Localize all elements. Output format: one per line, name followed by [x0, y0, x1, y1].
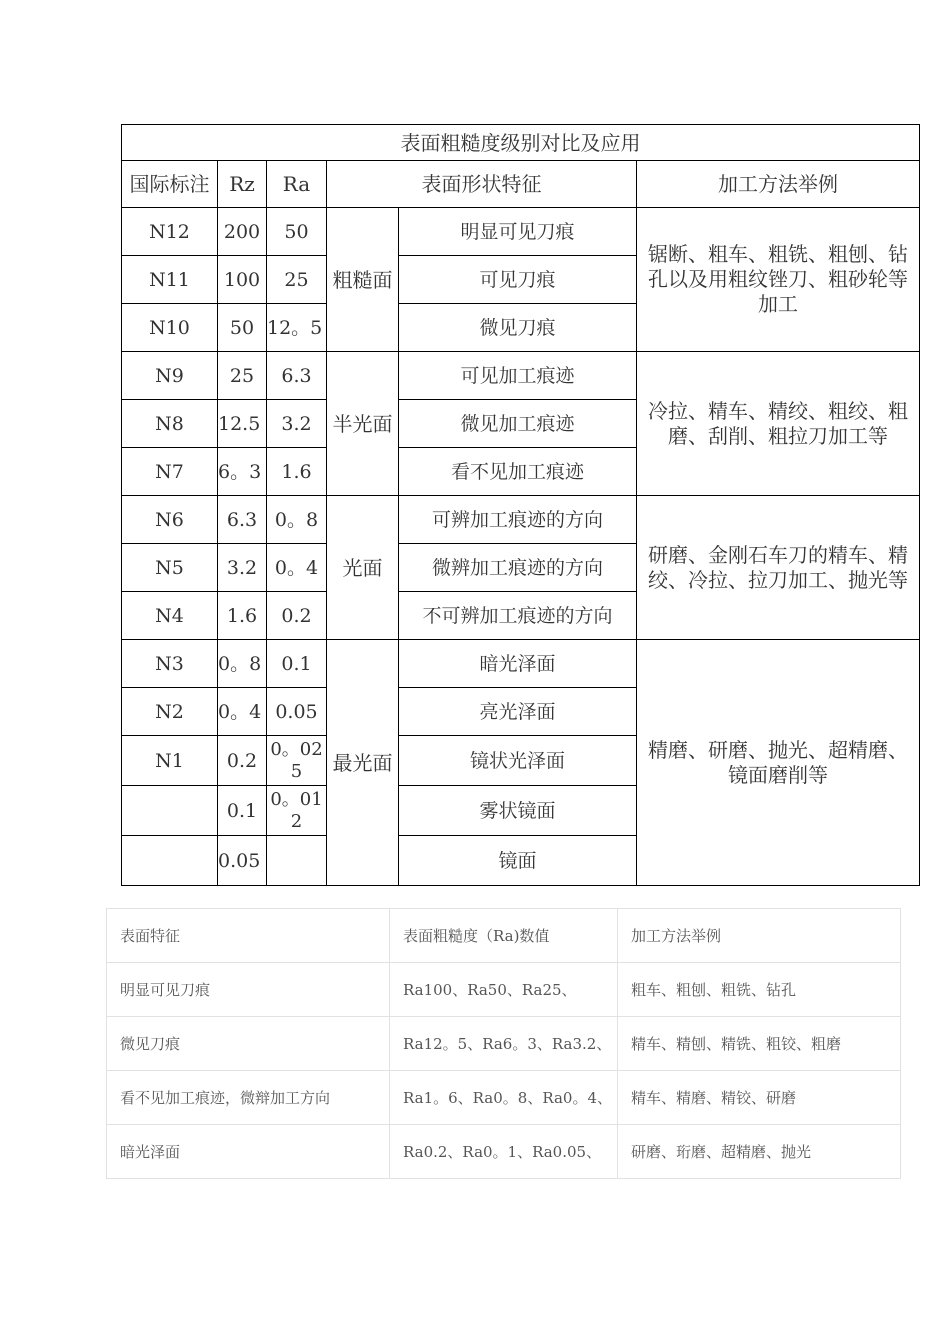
ra-cell: 6.3 — [267, 352, 327, 400]
feature-cell: 微见刀痕 — [399, 304, 637, 352]
intl-cell: N3 — [122, 640, 218, 688]
table-row — [107, 1017, 901, 1071]
rz-cell: 0.1 — [218, 786, 267, 836]
rz-cell: 25 — [218, 352, 267, 400]
ra-cell: 0。4 — [267, 544, 327, 592]
feature-cell: 镜面 — [399, 836, 637, 886]
feature-cell: 不可辨加工痕迹的方向 — [399, 592, 637, 640]
rz-cell: 100 — [218, 256, 267, 304]
table-title: 表面粗糙度级别对比及应用 — [122, 125, 920, 161]
roughness-method-table — [106, 908, 901, 1179]
rz-cell: 0。8 — [218, 640, 267, 688]
ra-cell — [267, 836, 327, 886]
method-cell: 粗车、粗刨、粗铣、钻孔 — [618, 963, 901, 1017]
header-ra-value: 表面粗糙度（Ra)数值 — [390, 909, 618, 963]
rz-cell: 0.2 — [218, 736, 267, 786]
category-cell: 半光面 — [327, 352, 399, 496]
table-row — [107, 963, 901, 1017]
rz-cell: 6.3 — [218, 496, 267, 544]
table-row — [122, 496, 920, 544]
feature-cell: 明显可见刀痕 — [107, 963, 390, 1017]
feature-cell: 微见刀痕 — [107, 1017, 390, 1071]
method-cell: 精车、精磨、精铰、研磨 — [618, 1071, 901, 1125]
intl-cell: N11 — [122, 256, 218, 304]
intl-cell — [122, 786, 218, 836]
header-ra: Ra — [267, 161, 327, 208]
rz-cell: 0.05 — [218, 836, 267, 886]
ra-cell: 25 — [267, 256, 327, 304]
intl-cell: N8 — [122, 400, 218, 448]
header-rz: Rz — [218, 161, 267, 208]
intl-cell — [122, 836, 218, 886]
method-cell: 精车、精刨、精铣、粗铰、粗磨 — [618, 1017, 901, 1071]
intl-cell: N4 — [122, 592, 218, 640]
table-row — [122, 640, 920, 688]
ra-value-cell: Ra1。6、Ra0。8、Ra0。4、 — [390, 1071, 618, 1125]
ra-cell: 0。8 — [267, 496, 327, 544]
ra-cell: 0。025 — [267, 736, 327, 786]
category-cell: 光面 — [327, 496, 399, 640]
ra-cell: 12。5 — [267, 304, 327, 352]
method-cell: 研磨、金刚石车刀的精车、精绞、冷拉、拉刀加工、抛光等 — [637, 496, 920, 640]
intl-cell: N1 — [122, 736, 218, 786]
feature-cell: 明显可见刀痕 — [399, 208, 637, 256]
feature-cell: 亮光泽面 — [399, 688, 637, 736]
intl-cell: N10 — [122, 304, 218, 352]
table-row — [122, 352, 920, 400]
feature-cell: 暗光泽面 — [107, 1125, 390, 1179]
table-row — [122, 208, 920, 256]
feature-cell: 镜状光泽面 — [399, 736, 637, 786]
ra-cell: 0.1 — [267, 640, 327, 688]
ra-value-cell: Ra100、Ra50、Ra25、 — [390, 963, 618, 1017]
rz-cell: 50 — [218, 304, 267, 352]
feature-cell: 可见刀痕 — [399, 256, 637, 304]
header-feature: 表面特征 — [107, 909, 390, 963]
header-method: 加工方法举例 — [637, 161, 920, 208]
intl-cell: N7 — [122, 448, 218, 496]
feature-cell: 可见加工痕迹 — [399, 352, 637, 400]
header-shape: 表面形状特征 — [327, 161, 637, 208]
ra-cell: 0.2 — [267, 592, 327, 640]
intl-cell: N5 — [122, 544, 218, 592]
category-cell: 粗糙面 — [327, 208, 399, 352]
method-cell: 研磨、珩磨、超精磨、抛光 — [618, 1125, 901, 1179]
intl-cell: N6 — [122, 496, 218, 544]
table-row — [107, 1125, 901, 1179]
ra-cell: 0.05 — [267, 688, 327, 736]
ra-value-cell: Ra0.2、Ra0。1、Ra0.05、 — [390, 1125, 618, 1179]
intl-cell: N9 — [122, 352, 218, 400]
rz-cell: 0。4 — [218, 688, 267, 736]
feature-cell: 微辨加工痕迹的方向 — [399, 544, 637, 592]
table-header-row — [107, 909, 901, 963]
table-row — [107, 1071, 901, 1125]
category-cell: 最光面 — [327, 640, 399, 886]
method-cell — [637, 640, 920, 886]
ra-cell: 50 — [267, 208, 327, 256]
method-cell: 冷拉、精车、精绞、粗绞、粗磨、刮削、粗拉刀加工等 — [637, 352, 920, 496]
feature-cell: 雾状镜面 — [399, 786, 637, 836]
feature-cell: 看不见加工痕迹，微辩加工方向 — [107, 1071, 390, 1125]
feature-cell: 可辨加工痕迹的方向 — [399, 496, 637, 544]
method-cell: 锯断、粗车、粗铣、粗刨、钻孔以及用粗纹锉刀、粗砂轮等加工 — [637, 208, 920, 352]
ra-cell: 1.6 — [267, 448, 327, 496]
feature-cell: 看不见加工痕迹 — [399, 448, 637, 496]
method-line: 精磨、研磨、抛光、超精磨、 — [648, 737, 909, 762]
feature-cell: 微见加工痕迹 — [399, 400, 637, 448]
rz-cell: 1.6 — [218, 592, 267, 640]
ra-cell: 3.2 — [267, 400, 327, 448]
method-line: 镜面磨削等 — [728, 762, 829, 787]
rz-cell: 6。3 — [218, 448, 267, 496]
ra-value-cell: Ra12。5、Ra6。3、Ra3.2、 — [390, 1017, 618, 1071]
header-intl: 国际标注 — [122, 161, 218, 208]
feature-cell: 暗光泽面 — [399, 640, 637, 688]
header-method: 加工方法举例 — [618, 909, 901, 963]
roughness-comparison-table — [121, 124, 920, 886]
intl-cell: N12 — [122, 208, 218, 256]
rz-cell: 3.2 — [218, 544, 267, 592]
rz-cell: 12.5 — [218, 400, 267, 448]
intl-cell: N2 — [122, 688, 218, 736]
rz-cell: 200 — [218, 208, 267, 256]
ra-cell: 0。012 — [267, 786, 327, 836]
